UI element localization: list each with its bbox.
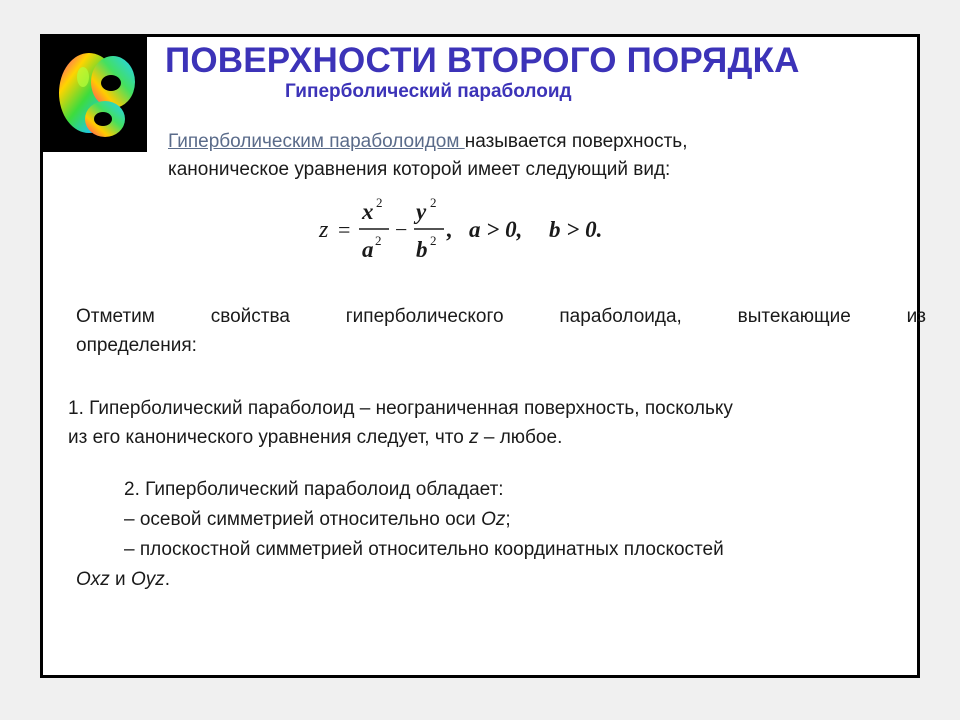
- property-item-2: [76, 475, 916, 595]
- eq-equals: =: [338, 217, 351, 242]
- item2-line1: 2. Гиперболический параболоид обладает:: [124, 479, 504, 500]
- eq-num2-exp: 2: [430, 195, 437, 210]
- canonical-equation: [313, 194, 633, 264]
- slide: [40, 34, 926, 678]
- page-title: ПОВЕРХНОСТИ ВТОРОГО ПОРЯДКА: [165, 41, 800, 80]
- item2-line2-post: ;: [505, 509, 511, 530]
- eq-den2-exp: 2: [430, 233, 437, 248]
- item2-line3: – плоскостной симметрией относительно координатных плоскостей: [124, 539, 724, 560]
- item2-line2: [76, 505, 916, 535]
- item2-plane1: Oxz: [76, 569, 110, 590]
- eq-condition-a: a > 0,: [469, 217, 523, 242]
- eq-minus: −: [395, 217, 408, 242]
- properties-intro-line2: определения:: [76, 335, 197, 356]
- eq-num1-exp: 2: [376, 195, 383, 210]
- definition-rest: называется поверхность,: [464, 131, 688, 152]
- item1-line2-pre: из его канонического уравнения следует, что: [68, 427, 470, 448]
- item1-line1: 1. Гиперболический параболоид – неограниченная поверхность, поскольку: [68, 398, 733, 419]
- eq-num1: x: [362, 199, 374, 224]
- property-item-1: [68, 394, 918, 452]
- eq-den2: b: [416, 237, 428, 262]
- item2-end: .: [164, 569, 171, 590]
- definition-text: [168, 128, 687, 184]
- surface-logo-image: [43, 37, 147, 152]
- properties-intro-line1: Отметим свойства гиперболического параболоида, вытекающие из: [76, 306, 926, 327]
- eq-den1: a: [362, 237, 374, 262]
- item2-plane2: Oyz: [130, 569, 165, 590]
- eq-num2: y: [416, 199, 427, 224]
- eq-lhs: z: [319, 217, 329, 243]
- item2-line2-pre: – осевой симметрией относительно оси: [124, 509, 482, 530]
- item2-and: и: [109, 569, 131, 590]
- equation-graphic: [313, 194, 633, 264]
- item1-var: z: [469, 427, 479, 448]
- eq-den1-exp: 2: [375, 233, 382, 248]
- item2-line4: [76, 569, 170, 590]
- eq-condition-b: b > 0.: [549, 217, 603, 242]
- eq-comma: ,: [446, 217, 452, 242]
- klein-surface-icon: [43, 37, 147, 152]
- definition-line2: каноническое уравнения которой имеет следующий вид:: [168, 159, 671, 180]
- item1-line2-post: – любое.: [478, 427, 563, 448]
- item2-axis: Oz: [481, 509, 506, 530]
- definition-term-link[interactable]: Гиперболическим параболоидом: [168, 131, 465, 152]
- page-subtitle: Гиперболический параболоид: [285, 81, 572, 102]
